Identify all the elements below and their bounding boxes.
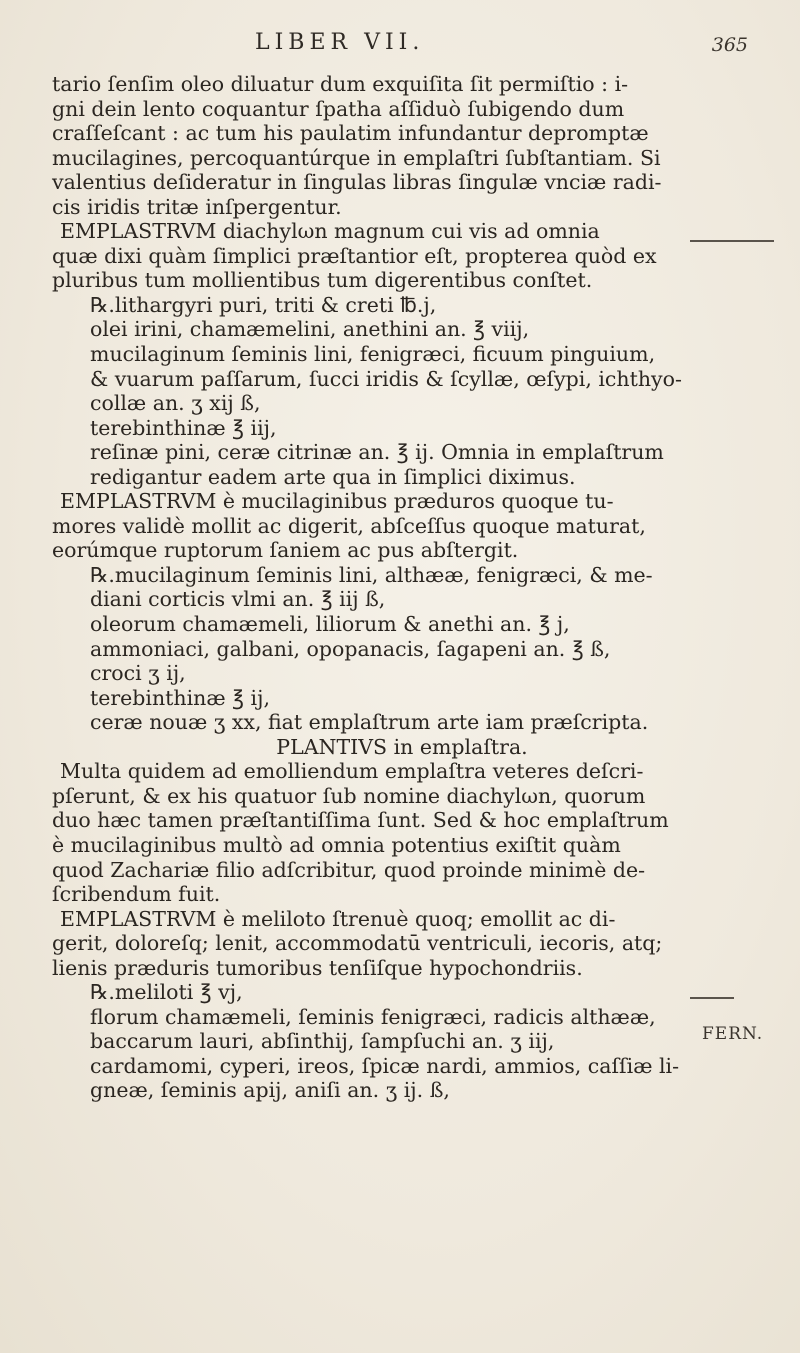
text-line: tario ſenſim oleo diluatur dum exquiſita ſit permiſtio : i- bbox=[52, 72, 629, 96]
page-number: 365 bbox=[711, 34, 748, 56]
running-head: LIBER VII. bbox=[255, 30, 425, 55]
text-line: olei irini, chamæmelini, anethini an. ℥ viij, bbox=[90, 317, 530, 342]
text-line: quæ dixi quàm ſimplici præſtantior eſt, propterea quòd ex bbox=[52, 243, 657, 268]
text-line: ℞.mucilaginum ſeminis lini, althææ, fenigræci, & me- bbox=[90, 562, 653, 587]
text-line: ℞.meliloti ℥ vj, bbox=[90, 980, 243, 1005]
text-line: PLANTIVS in emplaſtra. bbox=[276, 734, 528, 759]
text-line: ceræ nouæ ʒ xx, fiat emplaſtrum arte iam præſcripta. bbox=[90, 710, 649, 735]
text-line: mores validè mollit ac digerit, abſceſſus quoque maturat, bbox=[52, 513, 646, 538]
text-line: ſcribendum fuit. bbox=[52, 882, 221, 907]
text-line: diani corticis vlmi an. ℥ iij ß, bbox=[90, 587, 386, 612]
text-line: è mucilaginibus multò ad omnia potentius exiſtit quàm bbox=[52, 832, 621, 857]
text-line: Multa quidem ad emolliendum emplaſtra veteres deſcri- bbox=[60, 759, 644, 784]
text-line: gni dein lento coquantur ſpatha aſſiduò ſubigendo dum bbox=[52, 96, 625, 121]
text-line: redigantur eadem arte qua in ſimplici diximus. bbox=[90, 464, 576, 489]
text-line: ammoniaci, galbani, opopanacis, ſagapeni an. ℥ ß, bbox=[90, 636, 611, 661]
text-line: croci ʒ ij, bbox=[90, 661, 186, 686]
text-line: quod Zachariæ filio adſcribitur, quod proinde minimè de- bbox=[52, 857, 646, 882]
pen-mark bbox=[690, 240, 774, 242]
text-line: cardamomi, cyperi, ireos, ſpicæ nardi, ammios, caſſiæ li- bbox=[90, 1053, 680, 1078]
text-line: reſinæ pini, ceræ citrinæ an. ℥ ij. Omnia in emplaſtrum bbox=[90, 440, 664, 465]
text-line: gerit, doloreſq; lenit, accommodatū ventriculi, iecoris, atq; bbox=[52, 931, 663, 956]
text-line: craſſeſcant : ac tum his paulatim infundantur depromptæ bbox=[52, 121, 649, 146]
text-line: baccarum lauri, abſinthij, ſampſuchi an. ʒ iij, bbox=[90, 1029, 555, 1054]
text-line: mucilaginum ſeminis lini, fenigræci, ficuum pinguium, bbox=[90, 342, 656, 367]
text-line: eorúmque ruptorum ſaniem ac pus abſtergit. bbox=[52, 538, 519, 563]
pen-mark bbox=[690, 997, 734, 999]
text-line: oleorum chamæmeli, liliorum & anethi an. ℥ j, bbox=[90, 612, 570, 637]
text-line: EMPLASTRVM è mucilaginibus præduros quoque tu- bbox=[60, 489, 614, 514]
text-line: collæ an. ʒ xij ß, bbox=[90, 391, 261, 416]
text-line: pſerunt, & ex his quatuor ſub nomine diachylωn, quorum bbox=[52, 783, 646, 808]
text-line: mucilagines, percoquantúrque in emplaſtri ſubſtantiam. Si bbox=[52, 145, 661, 170]
text-line: lienis præduris tumoribus tenſiſque hypochondriis. bbox=[52, 955, 583, 980]
text-line: gneæ, ſeminis apij, aniſi an. ʒ ij. ß, bbox=[90, 1078, 450, 1103]
text-line: EMPLASTRVM diachylωn magnum cui vis ad omnia bbox=[60, 219, 600, 244]
text-line: florum chamæmeli, ſeminis fenigræci, radicis althææ, bbox=[90, 1004, 656, 1029]
text-line: terebinthinæ ℥ iij, bbox=[90, 415, 277, 440]
text-line: duo hæc tamen præſtantiſſima ſunt. Sed & hoc emplaſtrum bbox=[52, 808, 669, 833]
body-text bbox=[52, 72, 752, 1103]
text-line: ℞.lithargyri puri, triti & creti ℔.j, bbox=[90, 292, 437, 317]
text-line: EMPLASTRVM è meliloto ſtrenuè quoq; emollit ac di- bbox=[60, 906, 616, 931]
text-line: & vuarum paſſarum, ſucci iridis & ſcyllæ, œſypi, ichthyo- bbox=[90, 366, 682, 391]
page-header bbox=[50, 28, 770, 68]
text-line: valentius deſideratur in ſingulas libras ſingulæ vnciæ radi- bbox=[52, 170, 662, 195]
text-line: cis iridis tritæ inſpergentur. bbox=[52, 194, 342, 219]
text-line: pluribus tum mollientibus tum digerentibus conſtet. bbox=[52, 268, 593, 293]
text-line: terebinthinæ ℥ ij, bbox=[90, 685, 270, 710]
margin-note: FERN. bbox=[702, 1024, 764, 1044]
